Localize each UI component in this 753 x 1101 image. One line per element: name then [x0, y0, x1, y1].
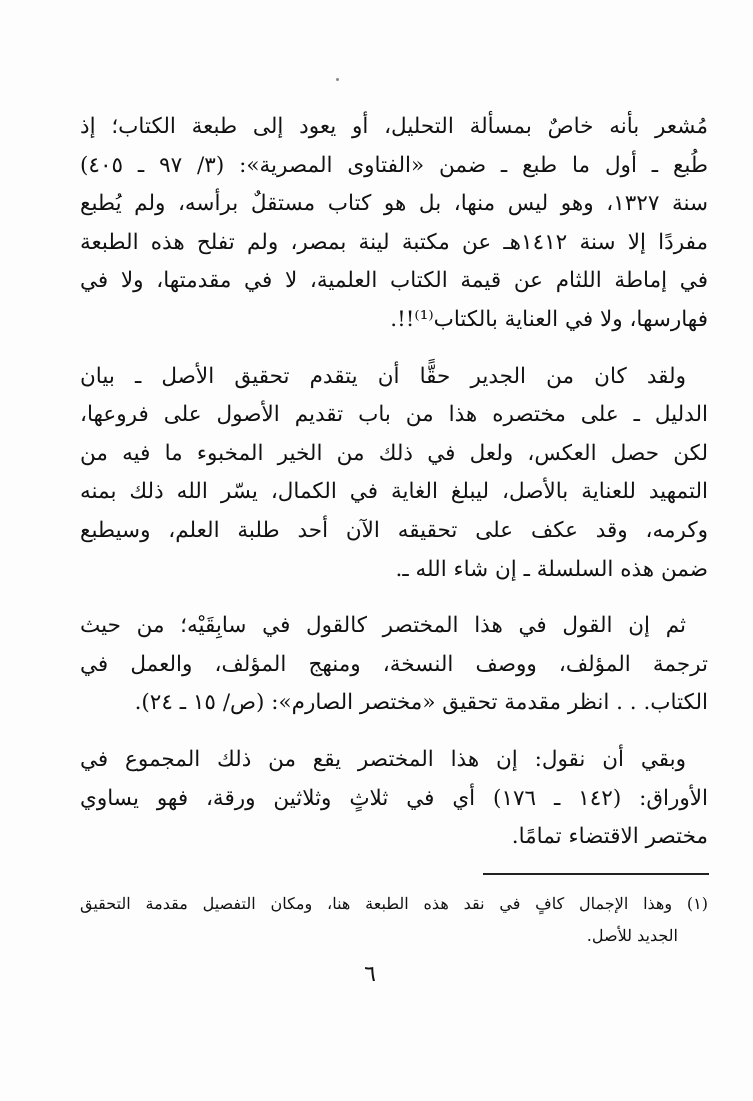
paragraph-3	[80, 607, 708, 723]
footnote-line: (١) وهذا الإجمال كافٍ في نقد هذه الطبعة هنا، ومكان التفصيل مقدمة التحقيق	[80, 894, 708, 913]
text-line: فهارسها، ولا في العناية بالكتاب⁽¹⁾!!.	[390, 306, 708, 332]
text-line: في إماطة اللثام عن قيمة الكتاب العلمية، لا في مقدمتها، ولا في	[80, 268, 708, 294]
text-line: ضمن هذه السلسلة ـ إن شاء الله ـ.	[395, 556, 708, 582]
text-line: وكرمه، وقد عكف على تحقيقه الآن أحد طلبة العلم، وسيطبع	[80, 517, 708, 543]
paragraph-spacer	[80, 589, 708, 607]
main-text	[80, 108, 708, 857]
paragraph-spacer	[80, 723, 708, 741]
text-line: ترجمة المؤلف، ووصف النسخة، ومنهج المؤلف، والعمل في	[80, 651, 708, 677]
text-line: الدليل ـ على مختصره هذا من باب تقديم الأصول على فروعها،	[80, 402, 708, 428]
footnote	[80, 888, 708, 952]
text-line: الأوراق: (١٤٢ ـ ١٧٦) أي في ثلاثٍ وثلاثين ورقة، فهو يساوي	[80, 785, 708, 811]
footnote-divider	[483, 873, 709, 875]
text-line: لكن حصل العكس، ولعل في ذلك من الخير المخبوء ما فيه من	[80, 440, 708, 466]
footnote-line: الجديد للأصل.	[586, 926, 678, 945]
text-line: سنة ١٣٢٧، وهو ليس منها، بل هو كتاب مستقلٌ برأسه، ولم يُطبع	[80, 191, 708, 217]
text-line: مُشعر بأنه خاصٌ بمسألة التحليل، أو يعود إلى طبعة الكتاب؛ إذ	[80, 114, 708, 139]
paragraph-4	[80, 741, 708, 857]
scan-speck	[336, 78, 339, 81]
text-line: طُبع ـ أول ما طبع ـ ضمن «الفتاوى المصرية»: (٣/ ٩٧ ـ ٤٠٥)	[80, 152, 708, 178]
text-line: مفردًا إلا سنة ١٤١٢هـ عن مكتبة لينة بمصر، ولم تفلح هذه الطبعة	[80, 229, 708, 255]
page-number: ٦	[364, 962, 376, 987]
text-line: التمهيد للعناية بالأصل، ليبلغ الغاية في الكمال، يسّر الله ذلك بمنه	[80, 479, 708, 505]
paragraph-2	[80, 358, 708, 590]
text-line: وبقي أن نقول: إن هذا المختصر يقع من ذلك المجموع في	[80, 746, 686, 772]
text-line: ولقد كان من الجدير حقًّا أن يتقدم تحقيق الأصل ـ بيان	[80, 363, 686, 389]
text-line: الكتاب. . . انظر مقدمة تحقيق «مختصر الصارم»: (ص/ ١٥ ـ ٢٤).	[134, 690, 708, 716]
paragraph-spacer	[80, 340, 708, 358]
text-line: مختصر الاقتضاء تمامًا.	[511, 824, 708, 850]
text-line: ثم إن القول في هذا المختصر كالقول في سابِقَيْه؛ من حيث	[80, 613, 686, 639]
paragraph-1	[80, 108, 708, 340]
